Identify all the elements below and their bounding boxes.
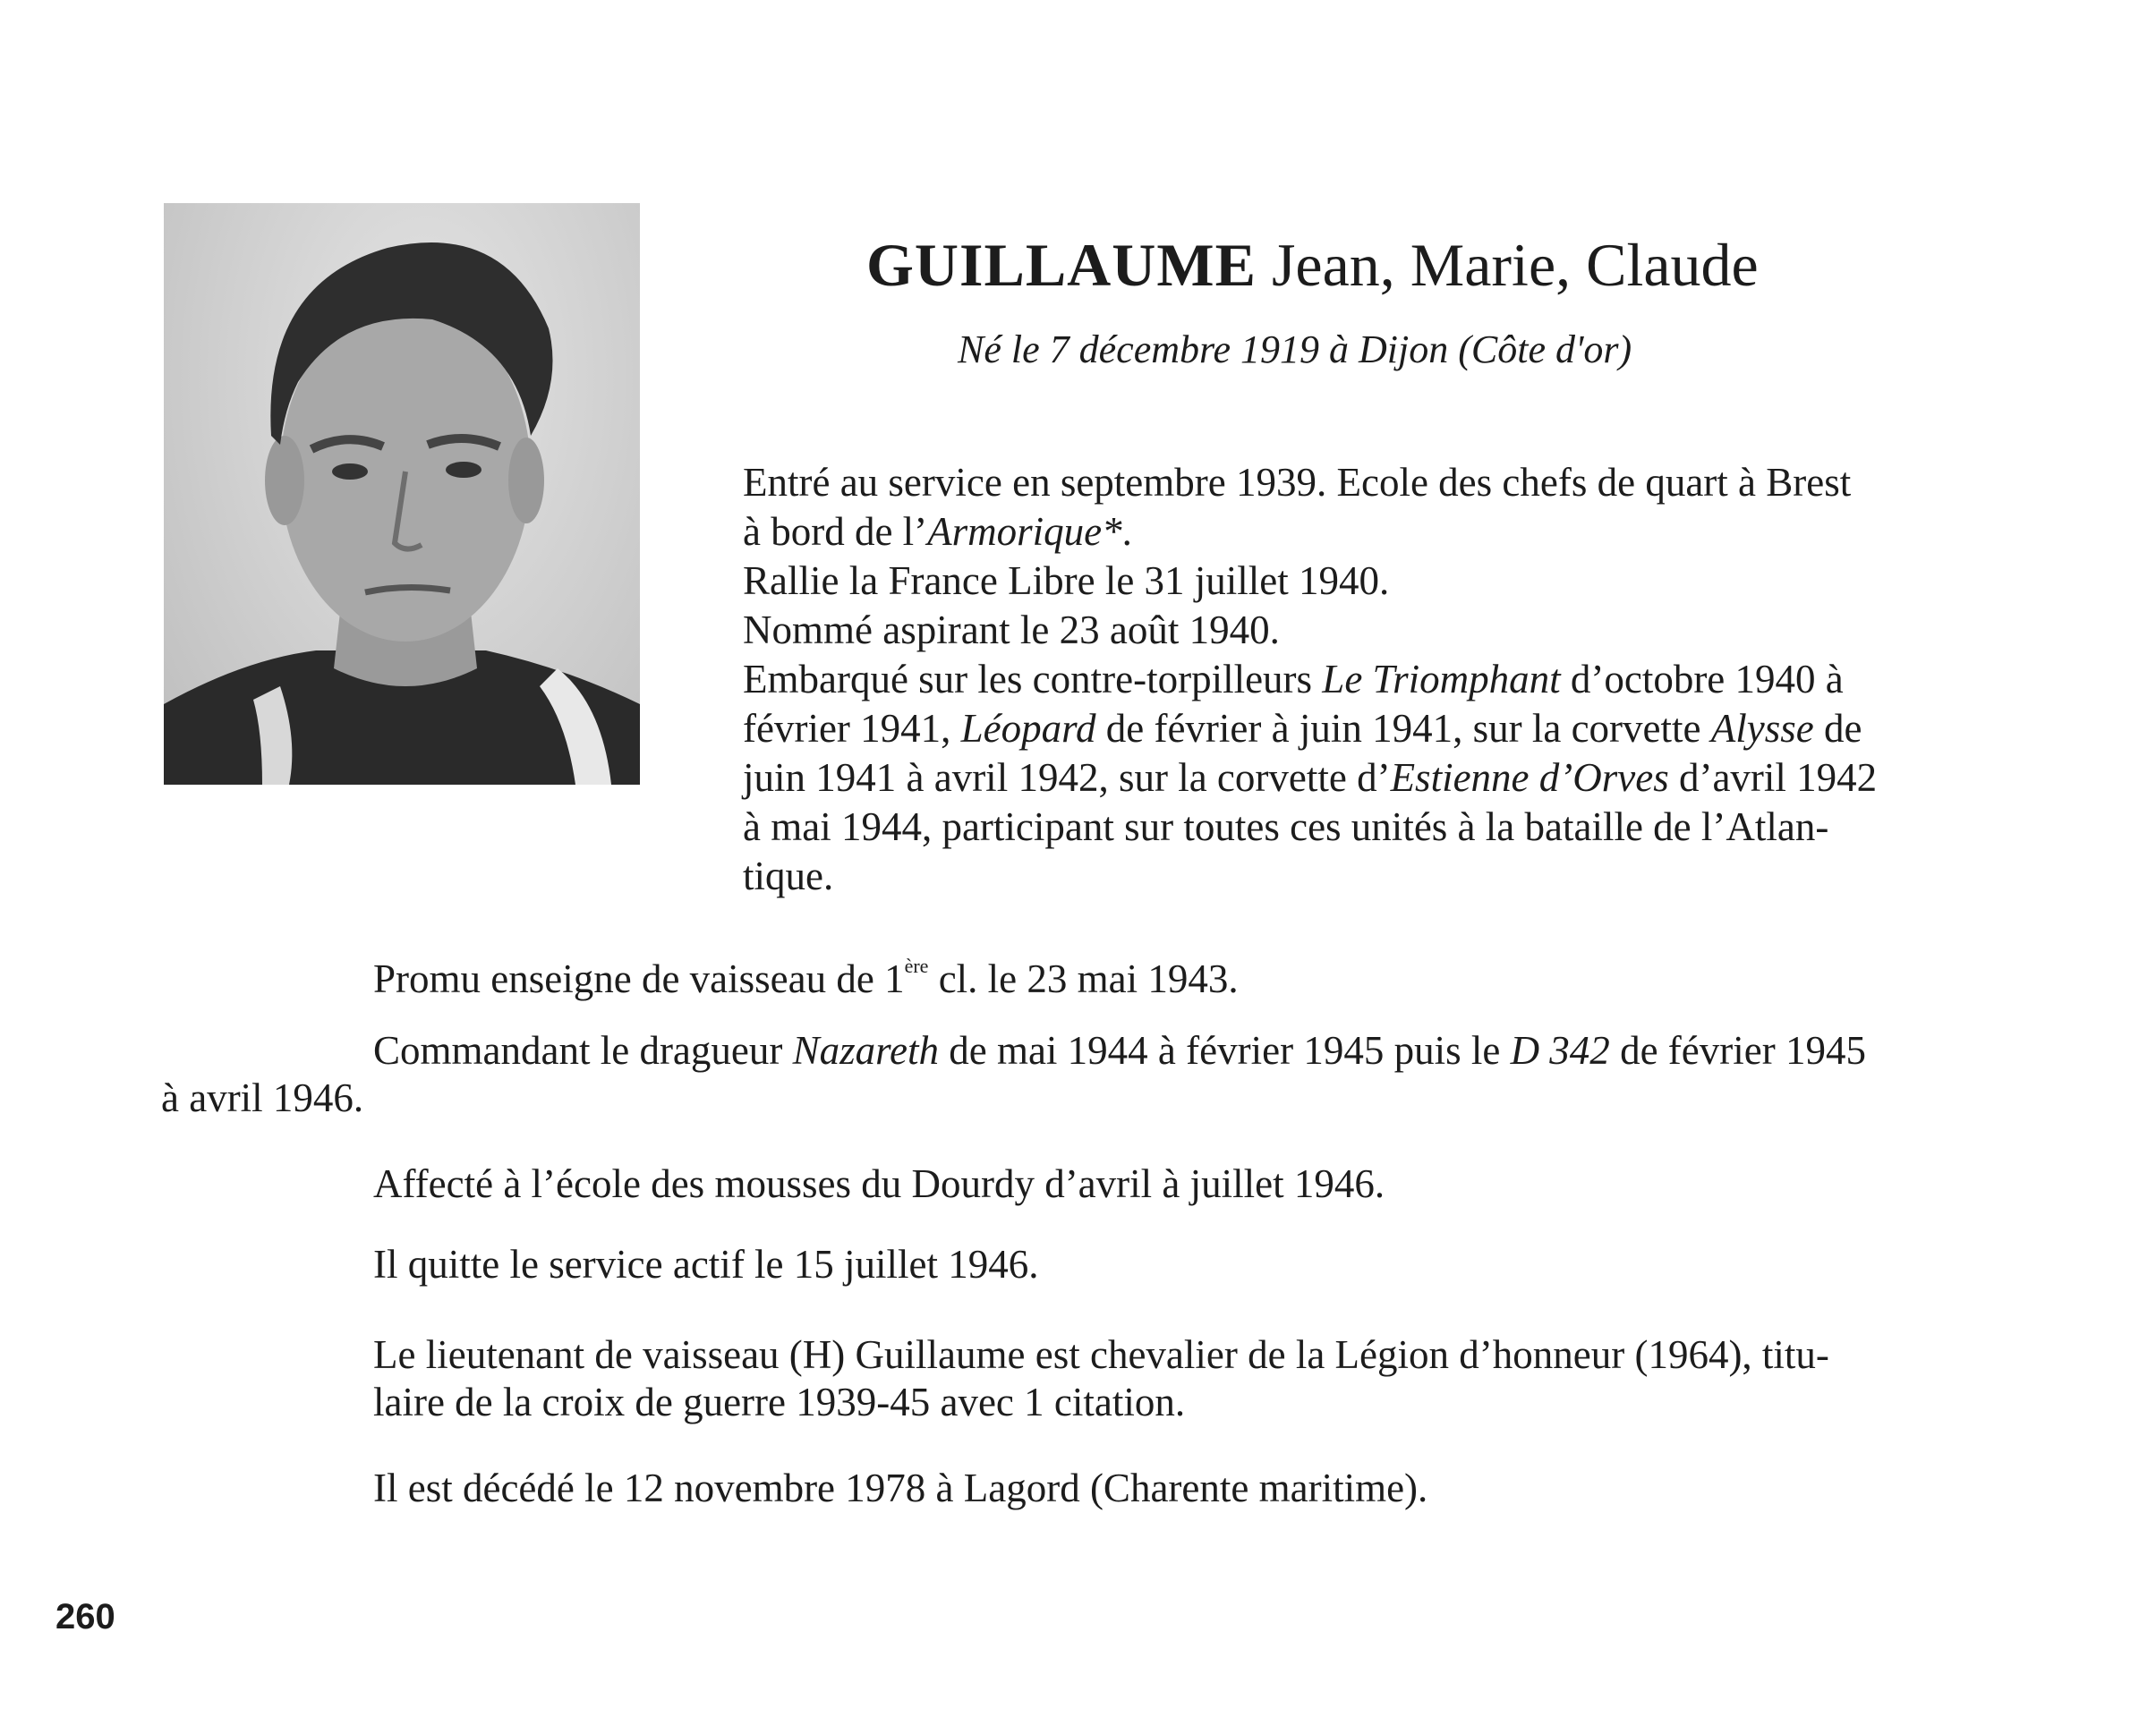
superscript: ère (904, 955, 929, 977)
text-line: Le lieutenant de vaisseau (H) Guillaume est chevalier de la Légion d’honneur (1964), titu- (373, 1332, 1829, 1377)
ship-name: Léopard (960, 706, 1096, 751)
text-line: Il est décédé le 12 novembre 1978 à Lagord (Charente maritime). (373, 1466, 1428, 1510)
ship-name: Nazareth (792, 1028, 939, 1073)
text-line: tique. (743, 854, 834, 898)
ship-name: Le Triomphant (1322, 657, 1561, 701)
text-line: Embarqué sur les contre-torpilleurs Le Triomphant d’octobre 1940 à (743, 657, 1844, 701)
text-line: Nommé aspirant le 23 août 1940. (743, 608, 1280, 652)
text-line: Rallie la France Libre le 31 juillet 1940. (743, 558, 1390, 603)
birth-line: Né le 7 décembre 1919 à Dijon (Côte d'or) (958, 327, 1632, 371)
ship-name: Alysse (1710, 706, 1814, 751)
text-line: Il quitte le service actif le 15 juillet 1946. (373, 1242, 1039, 1287)
text-line: février 1941, Léopard de février à juin 1941, sur la corvette Alysse de (743, 706, 1862, 751)
text-line: Commandant le dragueur Nazareth de mai 1944 à février 1945 puis le D 342 de février 1945 (373, 1028, 1866, 1073)
text-line: à avril 1946. (161, 1075, 364, 1120)
ship-name: Armorique* (927, 509, 1122, 554)
surname: GUILLAUME (866, 231, 1257, 299)
ship-name: D 342 (1510, 1028, 1610, 1073)
text-line: Affecté à l’école des mousses du Dourdy d’avril à juillet 1946. (373, 1161, 1385, 1206)
text-line: juin 1941 à avril 1942, sur la corvette d’Estienne d’Orves d’avril 1942 (743, 755, 1878, 800)
page-number: 260 (55, 1597, 115, 1636)
text-line: à mai 1944, participant sur toutes ces unités à la bataille de l’Atlan- (743, 804, 1829, 849)
text-line: à bord de l’Armorique*. (743, 509, 1132, 554)
text-line: Entré au service en septembre 1939. Ecole des chefs de quart à Brest (743, 460, 1852, 505)
ship-name: Estienne d’Orves (1390, 755, 1669, 800)
portrait-photo (164, 203, 640, 785)
text-line: laire de la croix de guerre 1939-45 avec 1 citation. (373, 1380, 1186, 1424)
text-line: Promu enseigne de vaisseau de 1ère cl. le 23 mai 1943. (373, 955, 1239, 1001)
person-name (866, 231, 1869, 299)
given-names: Jean, Marie, Claude (1271, 231, 1759, 299)
